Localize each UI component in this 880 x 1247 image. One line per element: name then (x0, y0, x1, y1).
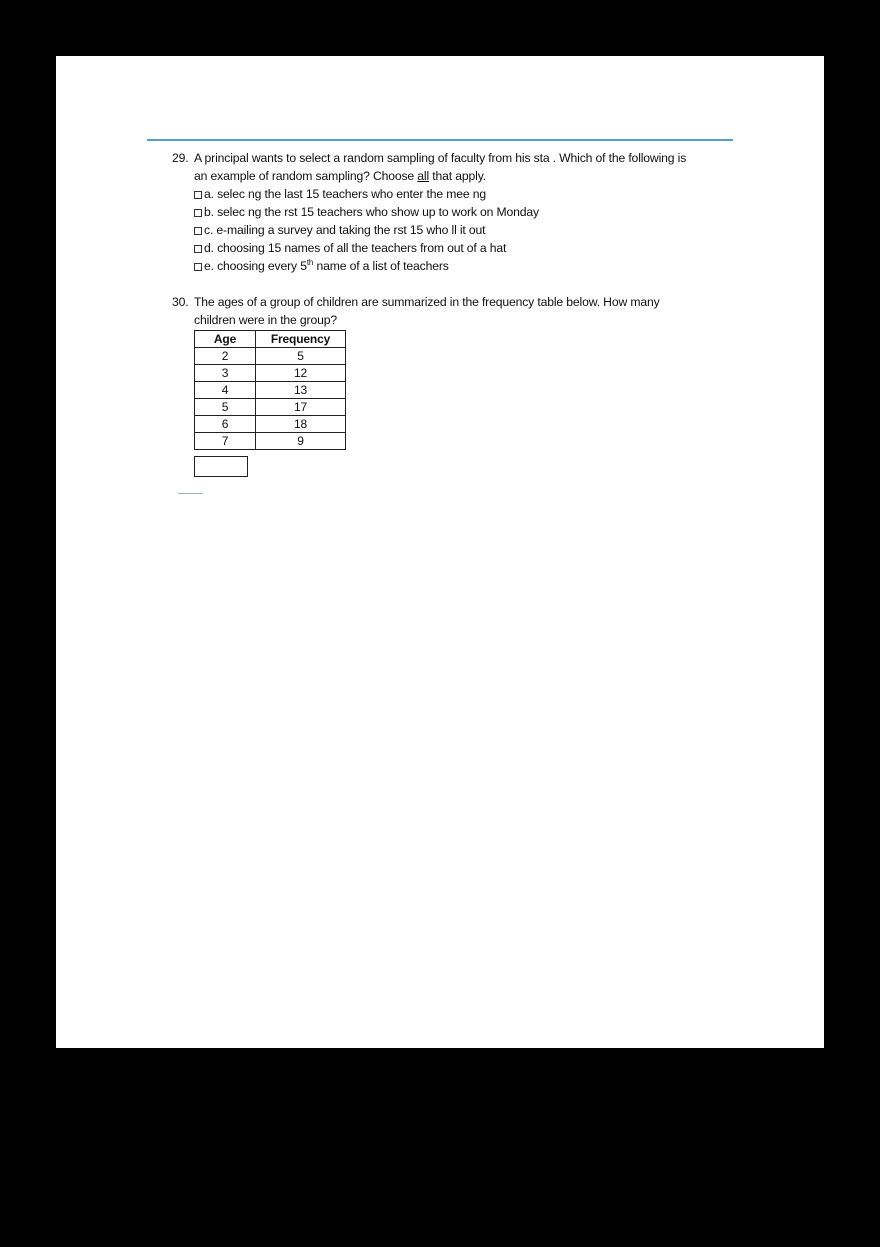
column-header-age: Age (195, 331, 256, 348)
checkbox-icon[interactable] (194, 263, 202, 271)
answer-input-box[interactable] (194, 456, 248, 477)
cell-frequency: 17 (256, 399, 346, 416)
table-row (195, 348, 346, 365)
question-text-fragment: that apply. (429, 169, 486, 183)
question-number: 29. (172, 151, 189, 165)
question-text-line-2 (194, 167, 686, 185)
cell-age: 3 (195, 365, 256, 382)
cell-frequency: 9 (256, 433, 346, 450)
header-rule (147, 139, 733, 141)
checkbox-icon[interactable] (194, 209, 202, 217)
option-b[interactable] (194, 203, 686, 221)
footnote-separator (178, 493, 203, 494)
cell-frequency: 18 (256, 416, 346, 433)
question-text-fragment: an example of random sampling? Choose (194, 169, 418, 183)
cell-frequency: 13 (256, 382, 346, 399)
column-header-frequency: Frequency (256, 331, 346, 348)
checkbox-icon[interactable] (194, 227, 202, 235)
option-label: c. e-mailing a survey and taking the rst 15 who ll it out (204, 223, 486, 237)
question-30 (172, 293, 752, 493)
document-page (56, 56, 824, 1048)
ordinal-superscript: th (306, 257, 314, 267)
cell-frequency: 12 (256, 365, 346, 382)
table-row (195, 399, 346, 416)
cell-age: 4 (195, 382, 256, 399)
frequency-table (194, 330, 346, 450)
question-body (194, 149, 686, 275)
cell-age: 5 (195, 399, 256, 416)
option-c[interactable] (194, 221, 686, 239)
question-29 (172, 149, 752, 279)
option-label: d. choosing 15 names of all the teachers from out of a hat (204, 241, 507, 255)
table-row (195, 365, 346, 382)
question-text-line-2: children were in the group? (194, 313, 337, 327)
option-label-fragment: name of a list of teachers (313, 259, 449, 273)
table-row (195, 382, 346, 399)
table-header-row (195, 331, 346, 348)
question-text-line-1: A principal wants to select a random sampling of faculty from his sta . Which of the following is (194, 151, 687, 165)
option-e[interactable] (194, 257, 686, 275)
table-row (195, 433, 346, 450)
option-d[interactable] (194, 239, 686, 257)
checkbox-icon[interactable] (194, 191, 202, 199)
option-label-fragment: e. choosing every 5 (204, 259, 307, 273)
emphasis-all: all (417, 169, 430, 183)
checkbox-icon[interactable] (194, 245, 202, 253)
table-row (195, 416, 346, 433)
option-a[interactable] (194, 185, 686, 203)
question-text-line-1: The ages of a group of children are summarized in the frequency table below. How many (194, 295, 660, 309)
question-number: 30. (172, 295, 189, 309)
cell-age: 7 (195, 433, 256, 450)
cell-age: 6 (195, 416, 256, 433)
option-label: b. selec ng the rst 15 teachers who show up to work on Monday (204, 205, 539, 219)
cell-age: 2 (195, 348, 256, 365)
option-label (204, 257, 449, 275)
cell-frequency: 5 (256, 348, 346, 365)
option-label: a. selec ng the last 15 teachers who enter the mee ng (204, 187, 487, 201)
